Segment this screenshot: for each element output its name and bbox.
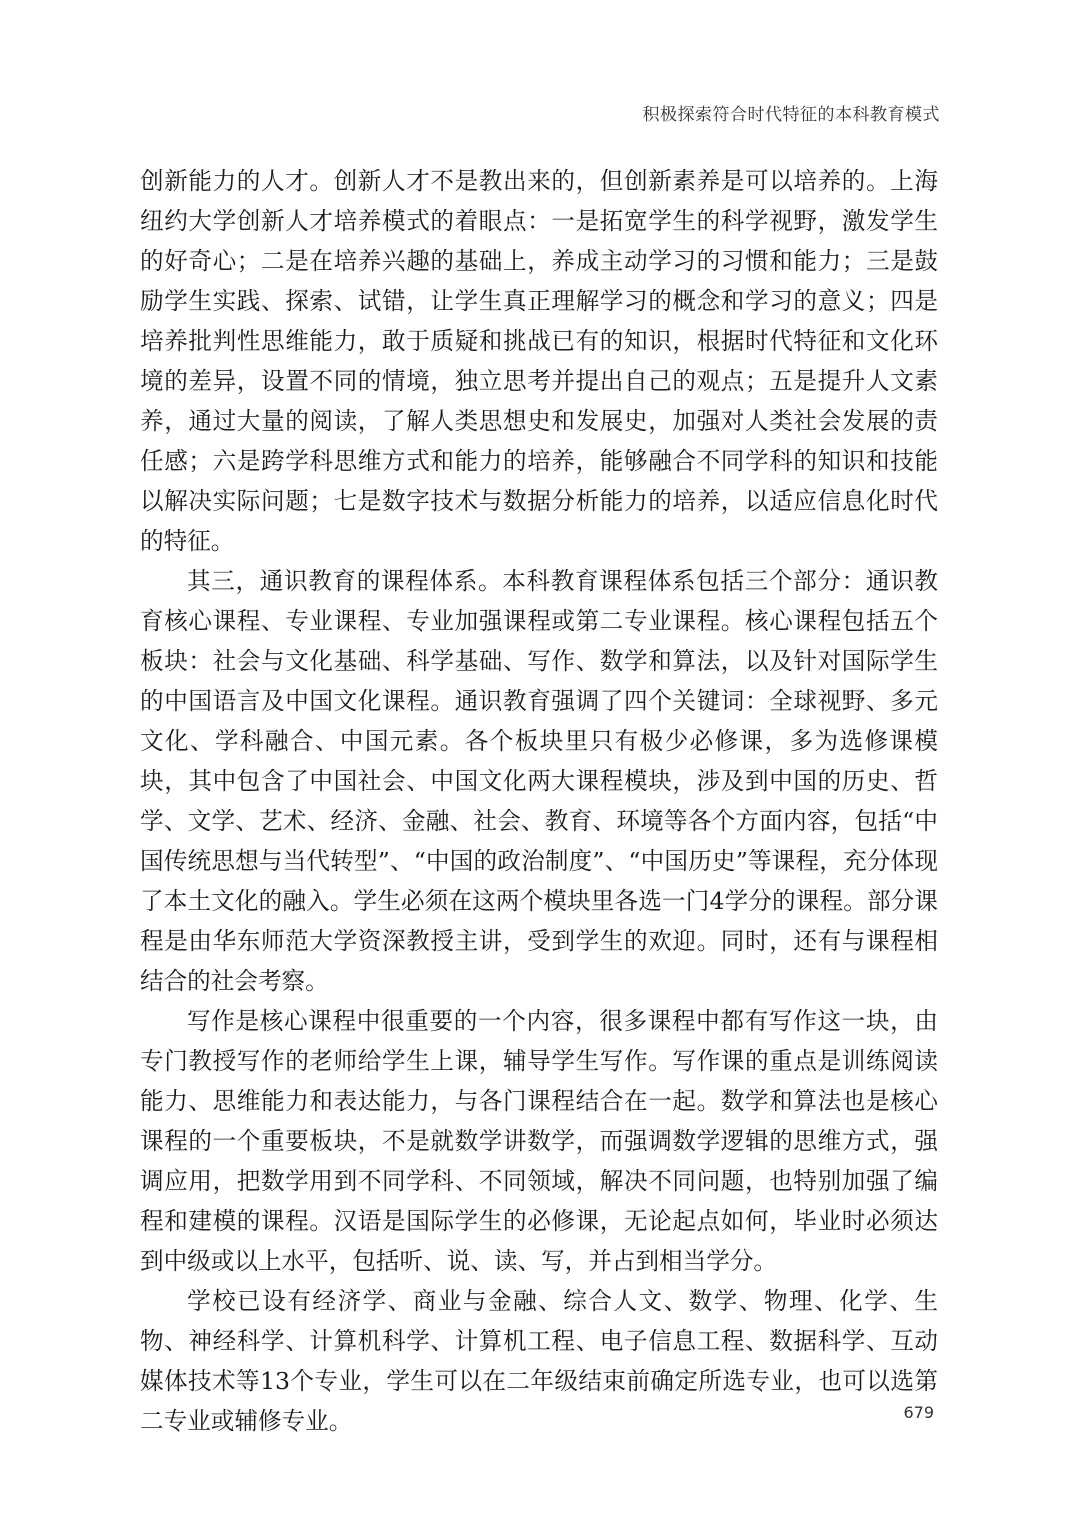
page-number: 679 bbox=[903, 1403, 934, 1422]
paragraph-writing: 写作是核心课程中很重要的一个内容，很多课程中都有写作这一块，由专门教授写作的老师给学生上课，辅导学生写作。写作课的重点是训练阅读能力、思维能力和表达能力，与各门课程结合在一起。数学和算法也是核心课程的一个重要板块，不是就数学讲数学，而强调数学逻辑的思维方式，强调应用，把数学用到不同学科、不同领域，解决不同问题，也特别加强了编程和建模的课程。汉语是国际学生的必修课，无论起点如何，毕业时必须达到中级或以上水平，包括听、说、读、写，并占到相当学分。 bbox=[140, 1007, 938, 1275]
paragraph-curriculum: 其三，通识教育的课程体系。本科教育课程体系包括三个部分：通识教育核心课程、专业课程、专业加强课程或第二专业课程。核心课程包括五个板块：社会与文化基础、科学基础、写作、数学和算法，以及针对国际学生的中国语言及中国文化课程。通识教育强调了四个关键词：全球视野、多元文化、学科融合、中国元素。各个板块里只有极少必修课，多为选修课模块，其中包含了中国社会、中国文化两大课程模块，涉及到中国的历史、哲学、文学、艺术、经济、金融、社会、教育、环境等各个方面内容，包括“中国传统思想与当代转型”、“中国的政治制度”、“中国历史”等课程，充分体现了本土文化的融入。学生必须在这两个模块里各选一门4学分的课程。部分课程是由华东师范大学资深教授主讲，受到学生的欢迎。同时，还有与课程相结合的社会考察。 bbox=[140, 567, 938, 995]
paragraph-majors: 学校已设有经济学、商业与金融、综合人文、数学、物理、化学、生物、神经科学、计算机科学、计算机工程、电子信息工程、数据科学、互动媒体技术等13个专业，学生可以在二年级结束前确定所选专业，也可以选第二专业或辅修专业。 bbox=[140, 1287, 938, 1435]
running-header: 积极探索符合时代特征的本科教育模式 bbox=[642, 105, 940, 125]
body-text bbox=[140, 161, 938, 1441]
paragraph-continued: 创新能力的人才。创新人才不是教出来的，但创新素养是可以培养的。上海纽约大学创新人才培养模式的着眼点：一是拓宽学生的科学视野，激发学生的好奇心；二是在培养兴趣的基础上，养成主动学习的习惯和能力；三是鼓励学生实践、探索、试错，让学生真正理解学习的概念和学习的意义；四是培养批判性思维能力，敢于质疑和挑战已有的知识，根据时代特征和文化环境的差异，设置不同的情境，独立思考并提出自己的观点；五是提升人文素养，通过大量的阅读，了解人类思想史和发展史，加强对人类社会发展的责任感；六是跨学科思维方式和能力的培养，能够融合不同学科的知识和技能以解决实际问题；七是数字技术与数据分析能力的培养，以适应信息化时代的特征。 bbox=[140, 167, 938, 555]
